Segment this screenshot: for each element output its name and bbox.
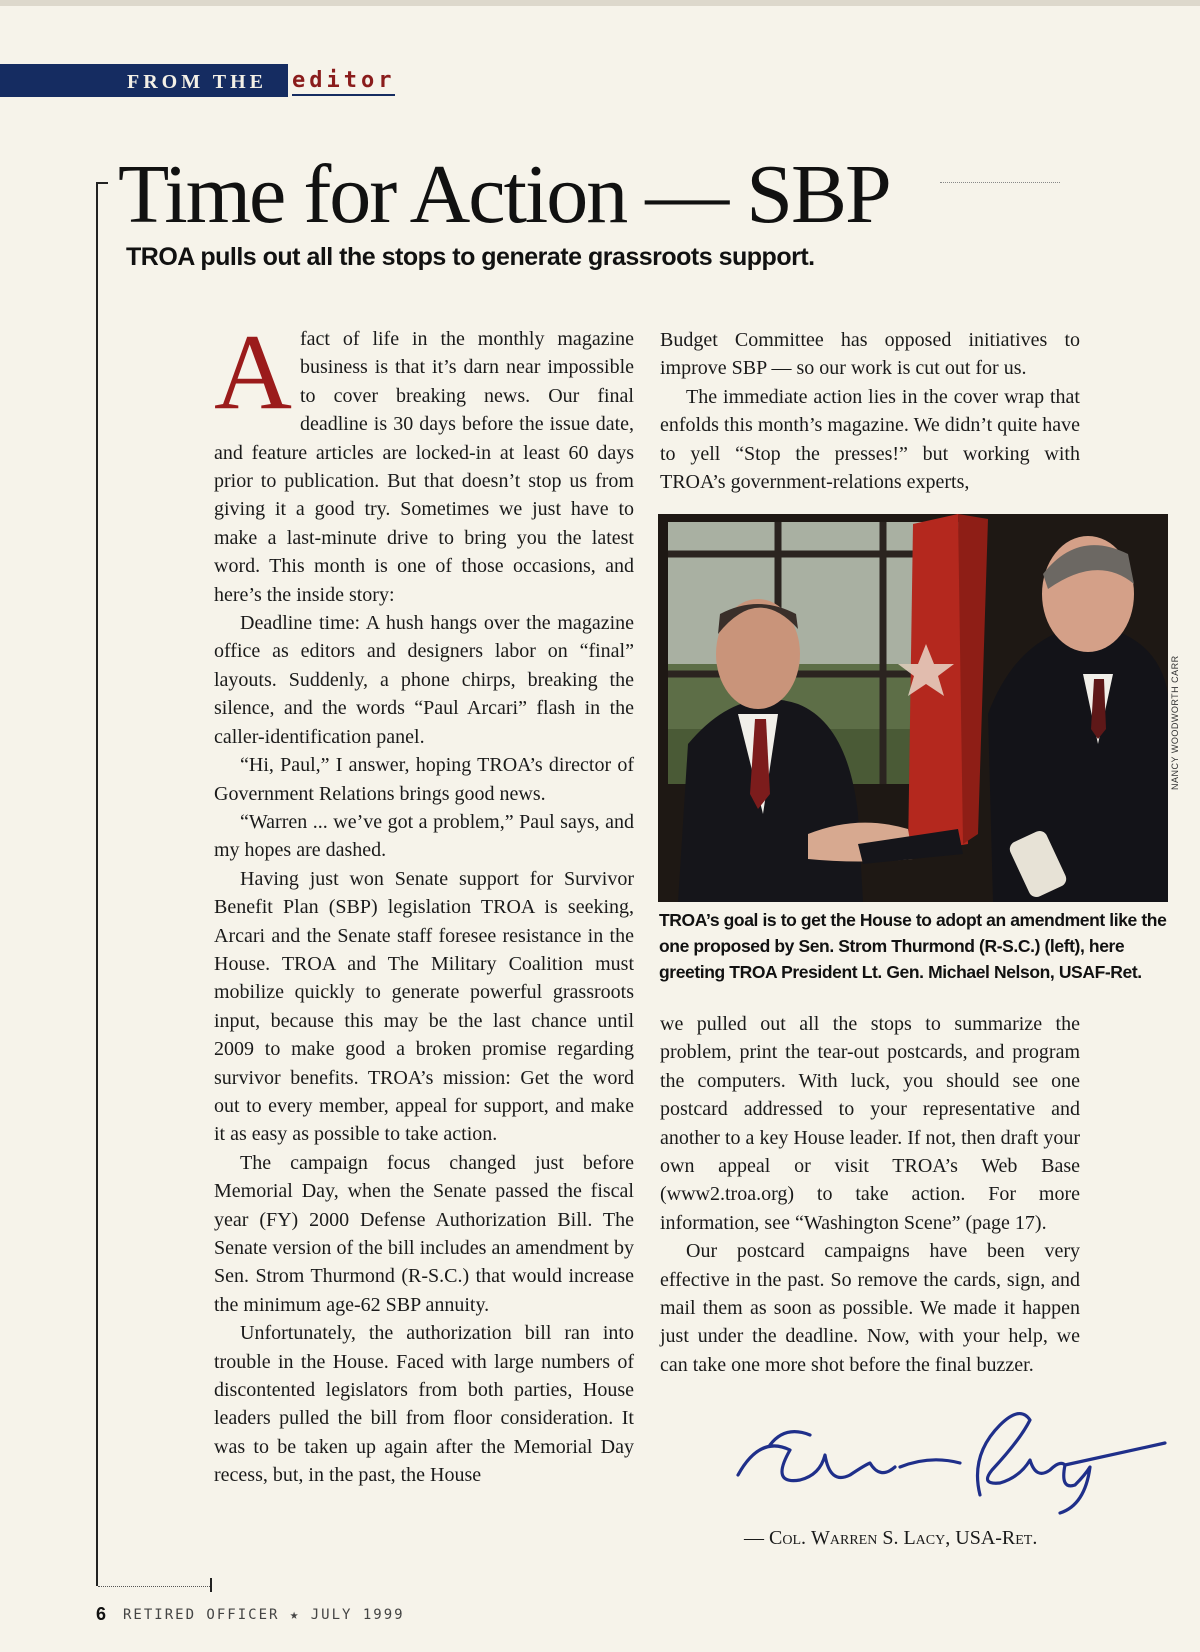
article-paragraph: The campaign focus changed just before Memorial Day, when the Senate passed the fiscal year (FY) 2000 Defense Authorization Bill. The Senate version of the bill includes an amendment by Sen. Strom Thurmond (R-S.C.) that would increase the minimum age-62 SBP annuity. — [214, 1151, 634, 1316]
paragraph-text: fact of life in the monthly magazine business is that it’s darn near impossible to cover breaking news. Our final deadline is 30 days before the issue date, and feature articles are locked-in at least 60 days prior to publication. But that doesn’t stop us from giving it a good try. Sometimes we just have to make a last-minute drive to bring you the latest word. This month is one of those occasions, and here’s the inside story: — [214, 328, 634, 606]
section-kicker-editor: editor — [292, 69, 395, 96]
article-photo — [658, 514, 1168, 902]
signoff-dash: — — [744, 1527, 769, 1549]
photo-credit: NANCY WOODWORTH CARR — [1170, 655, 1180, 790]
article-column-right-bottom — [660, 1010, 1080, 1379]
top-edge-rule — [0, 0, 1200, 6]
article-paragraph: we pulled out all the stops to summarize the problem, print the tear-out postcards, and program the computers. With luck, you should see one postcard addressed to your representative and another to a key House leader. If not, then draft your own appeal or visit TROA’s Web Base (www2.troa.org) to take action. For more information, see “Washington Scene” (page 17). — [660, 1013, 1080, 1234]
article-column-left — [214, 313, 634, 1490]
article-column-right-top — [660, 326, 1080, 496]
page-number: 6 — [96, 1604, 107, 1624]
article-paragraph — [214, 313, 634, 609]
subtitle-deck: TROA pulls out all the stops to generate grassroots support. — [126, 243, 815, 271]
article-paragraph: Our postcard campaigns have been very effective in the past. So remove the cards, sign, and mail them as soon as possible. We made it happen just under the deadline. Now, with your help, we can take one more shot before the final buzzer. — [660, 1240, 1080, 1376]
author-name: Warren S. Lacy — [811, 1527, 946, 1549]
magazine-footer: RETIRED OFFICER ★ JULY 1999 — [123, 1607, 405, 1623]
author-suffix: , USA-Ret. — [945, 1527, 1038, 1549]
page-title: Time for Action — SBP — [118, 148, 890, 241]
handwritten-signature — [730, 1405, 1170, 1515]
photo-caption: TROA’s goal is to get the House to adopt an amendment like the one proposed by Sen. Strom Thurmond (R-S.C.) (left), here greeting TROA President Lt. Gen. Michael Nelson, USAF-Ret. — [659, 910, 1167, 982]
margin-bracket-dotted-rule — [98, 1586, 210, 1587]
section-kicker-from-the: FROM THE — [127, 71, 267, 93]
margin-bracket-rule — [96, 182, 98, 1586]
article-paragraph: Budget Committee has opposed initiatives to improve SBP — so our work is cut out for us. — [660, 329, 1080, 380]
handshake-photo-illustration — [658, 514, 1168, 902]
margin-bracket-tick — [210, 1578, 212, 1592]
title-dotted-rule — [940, 182, 1060, 183]
article-paragraph: Having just won Senate support for Survivor Benefit Plan (SBP) legislation TROA is seeking, Arcari and the Senate staff foresee resistance in the House. TROA and The Military Coalition must mobilize quickly to generate powerful grassroots input, because this may be the last chance until 2009 to make good a broken promise regarding survivor benefits. TROA’s mission: Get the word out to every member, appeal for support, and make it as easy as possible to take action. — [214, 867, 634, 1146]
article-paragraph: “Hi, Paul,” I answer, hoping TROA’s director of Government Relations brings good news. — [214, 754, 634, 805]
drop-cap: A — [214, 313, 292, 432]
article-paragraph: “Warren ... we’ve got a problem,” Paul says, and my hopes are dashed. — [214, 810, 634, 862]
article-paragraph: The immediate action lies in the cover wrap that enfolds this month’s magazine. We didn’t quite have to yell “Stop the presses!” but working with TROA’s government-relations experts, — [660, 385, 1080, 494]
author-rank: Col. — [769, 1527, 807, 1549]
article-paragraph: Deadline time: A hush hangs over the magazine office as editors and designers labor on “final” layouts. Suddenly, a phone chirps, breaking the silence, and the words “Paul Arcari” flash in the caller-identification panel. — [214, 612, 634, 748]
signature-scribble — [730, 1405, 1170, 1515]
article-paragraph: Unfortunately, the authorization bill ran into trouble in the House. Faced with large numbers of discontented legislators from both parties, House leaders pulled the bill from floor consideration. It was to be taken up again after the Memorial Day recess, but, in the past, the House — [214, 1322, 634, 1487]
author-signoff — [744, 1527, 1037, 1550]
